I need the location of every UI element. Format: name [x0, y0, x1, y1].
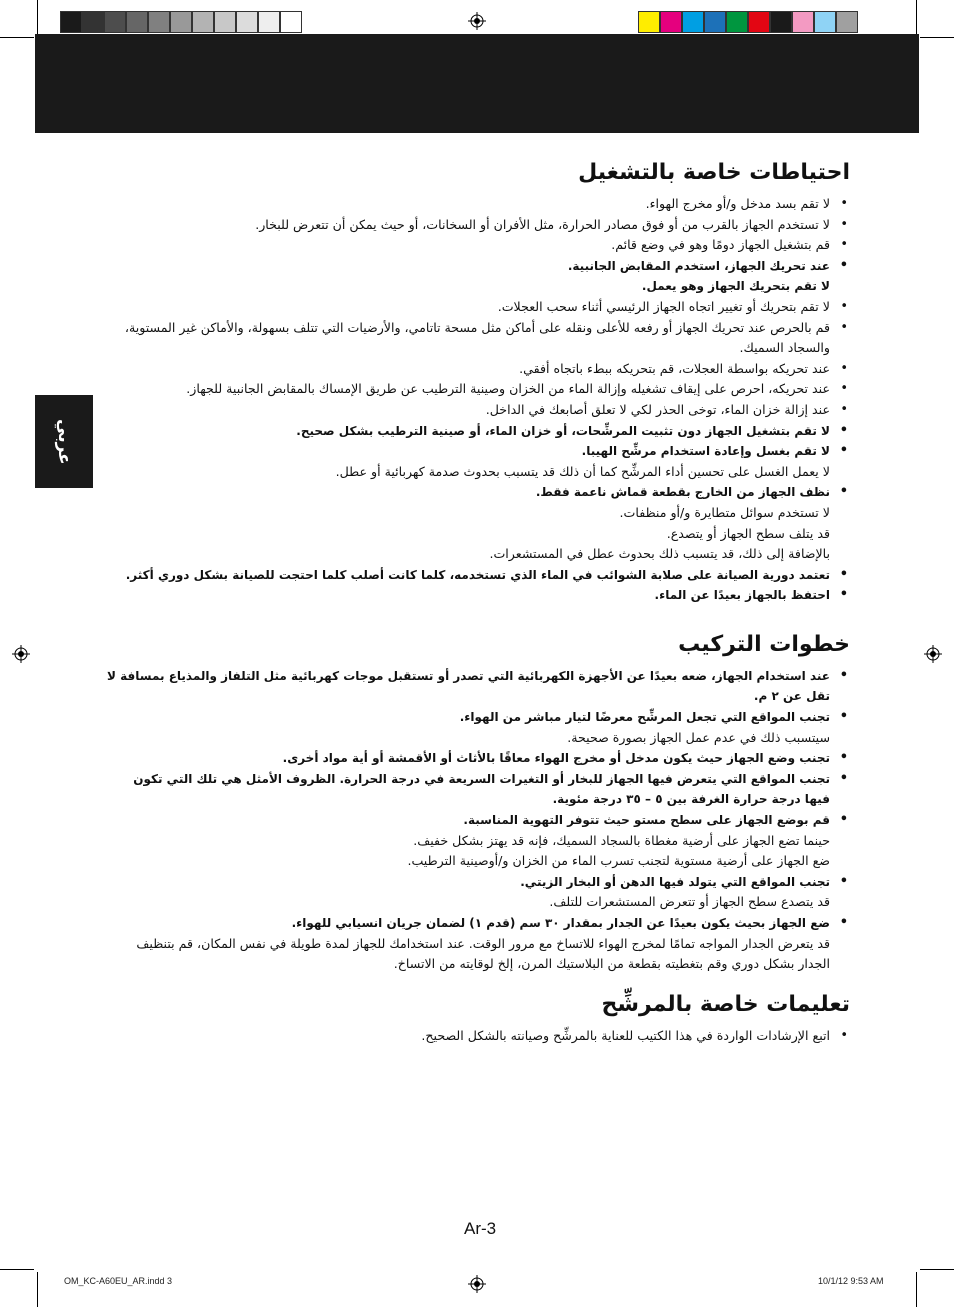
footer-filename: OM_KC-A60EU_AR.indd 3	[64, 1276, 173, 1286]
crop-mark	[37, 0, 38, 34]
color-swatch	[792, 11, 814, 33]
color-swatch	[236, 11, 258, 33]
color-swatch	[192, 11, 214, 33]
crop-mark	[0, 1269, 34, 1270]
section-title: احتياطات خاصة بالتشغيل	[578, 160, 850, 185]
language-tab-label: عربي	[54, 418, 74, 465]
crop-mark	[920, 1269, 954, 1270]
list-item: لا تستخدم سوائل متطايرة و/أو منظفات.	[619, 504, 830, 520]
list-item: • احتفظ بالجهاز بعيدًا عن الماء.	[105, 585, 850, 606]
list-item: • عند استخدام الجهاز، ضعه بعيدًا عن الأجهزة الكهربائية التي تصدر أو تستقبل موجات كهربائية مثل التلفاز والمذياع بمسافة لا تقل عن ٢ م.	[105, 666, 850, 707]
crop-mark	[37, 1272, 38, 1307]
list-item: • تجنب المواقع التي يتعرض فيها الجهاز للبخار أو التغيرات السريعة في درجة الحرارة. الظروف الأمثل هي تلك التي تكون فيها درجة حرارة الغرفة بين ٥ – ٣٥ درجة مئوية.	[105, 769, 850, 810]
section-title: خطوات التركيب	[678, 631, 850, 657]
list-item: • تجنب المواقع التي تجعل المرشِّح معرضًا لتيار مباشر من الهواء.	[105, 707, 850, 728]
list-item: بالإضافة إلى ذلك، قد يتسبب ذلك بحدوث عطل في المستشعرات.	[489, 546, 830, 562]
registration-target-icon	[12, 645, 30, 663]
list-item: حينما تضع الجهاز على أرضية مغطاة بالسجاد السميك، فإنه قد يهتز بشكل خفيف.	[413, 832, 830, 848]
installation-list	[105, 666, 850, 975]
color-swatch	[638, 11, 660, 33]
registration-target-icon	[468, 12, 486, 30]
color-swatch	[704, 11, 726, 33]
color-swatch	[660, 11, 682, 33]
color-swatch	[82, 11, 104, 33]
list-item: • لا تقم بتحريك أو تغيير اتجاه الجهاز الرئيسي أثناء سحب العجلات.	[105, 297, 850, 318]
gray-calibration-strip	[60, 11, 302, 33]
color-swatch	[170, 11, 192, 33]
list-item: • عند تحريك الجهاز، استخدم المقابض الجانبية.	[105, 256, 850, 277]
list-item: • لا تستخدم الجهاز بالقرب من أو فوق مصادر الحرارة، مثل الأفران أو السخانات، أو حيث يمكن أن تتعرض للبخار.	[105, 215, 850, 236]
list-item: • لا تقم بغسل وإعادة استخدام مرشِّح الهيبا.	[105, 441, 850, 462]
filter-list	[105, 1026, 850, 1047]
list-item: • لا تقم بتشغيل الجهاز دون تثبيت المرشِّحات، أو خزان الماء، أو صينية الترطيب بشكل صحيح.	[105, 421, 850, 442]
list-item: • اتبع الإرشادات الواردة في هذا الكتيب للعناية بالمرشِّح وصيانته بالشكل الصحيح.	[105, 1026, 850, 1047]
list-item: • عند تحريكه بواسطة العجلات، قم بتحريكه ببطء باتجاه أفقي.	[105, 359, 850, 380]
list-item: قد يتعرض الجدار المواجه تمامًا لمخرج الهواء للاتساخ مع مرور الوقت. عند استخدامك للجهاز لمدة طويلة في نفس المكان، قم بتنظيف الجدار بشكل دوري وقم بتغطيته بقطعة من البلاستيك المرن، إلخ لوقايته من الاتساخ.	[136, 935, 830, 972]
color-swatch	[214, 11, 236, 33]
crop-mark	[916, 0, 917, 34]
registration-target-icon	[924, 645, 942, 663]
registration-target-icon	[468, 1275, 486, 1293]
color-swatch	[770, 11, 792, 33]
list-item: • تعتمد دورية الصيانة على صلابة الشوائب في الماء الذي تستخدمه، كلما كانت أصلب كلما احتجت للصيانة بشكل دوري أكثر.	[105, 565, 850, 586]
color-swatch	[258, 11, 280, 33]
color-swatch	[280, 11, 302, 33]
list-item: لا تقم بتحريك الجهاز وهو يعمل.	[641, 279, 830, 294]
color-swatch	[836, 11, 858, 33]
color-swatch	[726, 11, 748, 33]
list-item: • قم بوضع الجهاز على سطح مستو حيث تتوفر التهوية المناسبة.	[105, 810, 850, 831]
list-item: قد يتصدع سطح الجهاز أو تتعرض المستشعرات للتلف.	[549, 894, 830, 910]
color-swatch	[148, 11, 170, 33]
crop-mark	[916, 1272, 917, 1307]
color-swatch	[126, 11, 148, 33]
page-number: Ar-3	[464, 1219, 497, 1238]
section-operation-precautions	[105, 160, 850, 606]
section-title: تعليمات خاصة بالمرشِّح	[601, 991, 850, 1017]
list-item: • تجنب وضع الجهاز حيث يكون مدخل أو مخرج الهواء معاقًا بالأثاث أو الأقمشة أو أية مواد أخرى.	[105, 748, 850, 769]
list-item: • لا تقم بسد مدخل و/أو مخرج الهواء.	[105, 194, 850, 215]
list-item: لا يعمل الغسل على تحسين أداء المرشِّح كما أن ذلك قد يتسبب بحدوث صدمة كهربائية أو عطل.	[335, 463, 830, 479]
precautions-list	[105, 194, 850, 606]
color-swatch	[814, 11, 836, 33]
color-calibration-strip	[638, 11, 858, 33]
list-item: • قم بالحرص عند تحريك الجهاز أو رفعه للأعلى ونقله على أماكن مثل مسحة تاتامي، والأرضيات التي تتلف بسهولة، والأماكن غير المستوية، والسجاد السميك.	[105, 318, 850, 359]
list-item: سيتسبب ذلك في عدم عمل الجهاز بصورة صحيحة.	[567, 729, 830, 745]
color-swatch	[104, 11, 126, 33]
color-swatch	[748, 11, 770, 33]
list-item: • عند إزالة خزان الماء، توخى الحذر لكي لا تعلق أصابعك في الداخل.	[105, 400, 850, 421]
color-swatch	[682, 11, 704, 33]
main-content	[105, 160, 850, 1046]
list-item: قد يتلف سطح الجهاز أو يتصدع.	[666, 525, 830, 541]
header-band	[35, 34, 919, 133]
crop-mark	[920, 37, 954, 38]
section-filter-instructions	[105, 992, 850, 1047]
list-item: ضع الجهاز على أرضية مستوية لتجنب تسرب الماء من الخزان و/أوصينية الترطيب.	[407, 853, 830, 869]
list-item: • نظف الجهاز من الخارج بقطعة قماش ناعمة فقط.	[105, 482, 850, 503]
list-item: • ضع الجهاز بحيث يكون بعيدًا عن الجدار بمقدار ٣٠ سم (قدم ١) لضمان جريان انسيابي للهواء.	[105, 913, 850, 934]
list-item: • عند تحريكه، احرص على إيقاف تشغيله وإزالة الماء من الخزان وصينية الترطيب عن طريق الإمساك بالمقابض الجانبية للجهاز.	[105, 379, 850, 400]
color-swatch	[60, 11, 82, 33]
list-item: • قم بتشغيل الجهاز دومًا وهو في وضع قائم.	[105, 235, 850, 256]
list-item: • تجنب المواقع التي يتولد فيها الدهن أو البخار الزيتي.	[105, 872, 850, 893]
crop-mark	[0, 37, 34, 38]
footer-timestamp: 10/1/12 9:53 AM	[818, 1276, 884, 1286]
language-tab	[35, 395, 93, 488]
section-installation-steps	[105, 632, 850, 975]
